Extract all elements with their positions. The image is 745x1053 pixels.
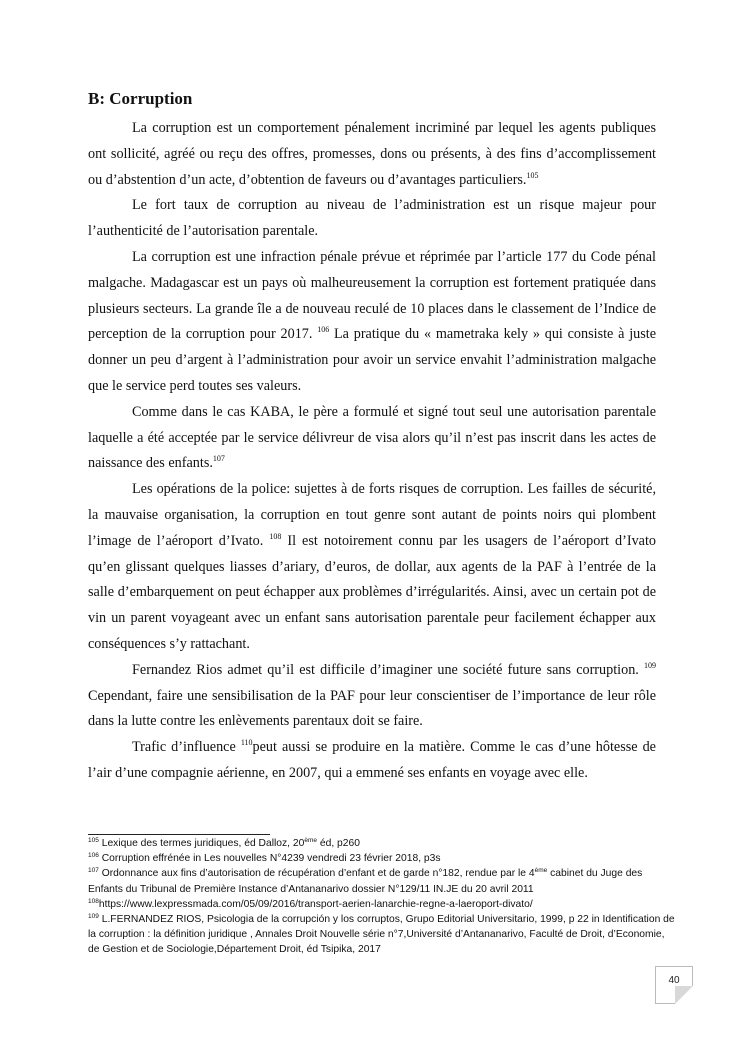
footnote — [88, 836, 678, 851]
text-run: https://www.lexpressmada.com/05/09/2016/transport-aerien-lanarchie-regne-a-laeroport-divato/ — [98, 898, 533, 910]
paragraph — [88, 245, 656, 400]
text-run: Corruption effrénée in Les nouvelles N°4239 vendredi 23 février 2018, p3s — [98, 853, 441, 865]
section-heading: B: Corruption — [88, 89, 193, 108]
footnote-ref: ème — [304, 837, 317, 844]
text-run: L.FERNANDEZ RIOS, Psicologia de la corrupción y los corruptos, Grupo Editorial Universitario, 1999, p 22 in Identification de la corruption : la définition juridique , Annales Droit Nouvelle série n°7,Université d’Antananarivo, Faculté de Droit, d’Economie, de Gestion et de Sociologie,Département Droit, éd Tsipika, 2017 — [88, 914, 675, 956]
footnote-ref: 107 — [212, 454, 225, 464]
text-run: La corruption est un comportement pénalement incriminé par lequel les agents publiques ont sollicité, agréé ou reçu des offres, promesses, dons ou présents, à des fins d’accomplissement ou d’abstention d’un acte, d’obtention de faveurs ou d’avantages particuliers. — [88, 120, 656, 188]
text-run: Trafic d’influence — [132, 739, 241, 756]
text-run: Le fort taux de corruption au niveau de l’administration est un risque majeur pour l’authenticité de l’autorisation parentale. — [88, 197, 656, 240]
text-run: Comme dans le cas KABA, le père a formulé et signé tout seul une autorisation parentale laquelle a été acceptée par le service délivreur de visa alors qu’il n’est pas inscrit dans les actes de naissance des enfants. — [88, 403, 656, 472]
footnote-ref: ème — [534, 867, 548, 875]
footnote-ref: 106 — [317, 325, 330, 335]
paragraph — [88, 193, 656, 245]
text-run: Ordonnance aux fins d’autorisation de récupération d’enfant et de garde n°182, rendue par le 4 — [98, 868, 535, 880]
footnote-ref: 106 — [88, 852, 99, 860]
footnote-ref: 108 — [88, 897, 99, 905]
text-run: peut aussi se produire en la matière. Comme le cas d’une hôtesse de l’air d’une compagnie aérienne, en 2007, qui a emmené ses enfants en voyage avec elle. — [88, 739, 656, 781]
footnote-ref: 109 — [88, 913, 99, 921]
text-run: La corruption est une infraction pénale prévue et réprimée par l’article 177 du Code pénal malgache. Madagascar est un pays où malheureusement la corruption est fortement pratiquée dans plusieurs secteurs. La grande île a de nouveau reculé de 10 places dans le classement de l’Indice de perception de la corruption pour 2017. — [88, 248, 656, 343]
body-text — [88, 116, 656, 787]
text-run: Fernandez Rios admet qu’il est difficile d’imaginer une société future sans corruption. — [132, 661, 644, 678]
footnote — [88, 866, 678, 896]
paragraph — [88, 658, 656, 735]
paragraph — [88, 735, 656, 787]
text-run: Lexique des termes juridiques, éd Dalloz, 20 — [98, 838, 305, 849]
footnote-ref: 107 — [88, 867, 99, 875]
footnote-ref: 110 — [240, 738, 253, 748]
paragraph — [88, 400, 656, 477]
page-number-box — [655, 966, 693, 1004]
footnote — [88, 912, 678, 958]
paragraph — [88, 116, 656, 193]
text-run: éd, p260 — [317, 838, 360, 849]
text-run: cabinet du Juge des Enfants du Tribunal de Première Instance d’Antananarivo dossier N°129/11 IN.JE du 20 avril 2011 — [88, 868, 643, 895]
footnote-ref: 105 — [88, 837, 99, 844]
paragraph — [88, 477, 656, 658]
footnotes — [88, 836, 678, 958]
text-run: La pratique du « mametraka kely » qui consiste à juste donner un peu d’argent à l’administration pour avoir un service envahit l’administration malgache que le service perd toutes ses valeurs. — [88, 326, 656, 394]
footnote-separator — [88, 834, 270, 835]
footnote-ref: 105 — [526, 170, 539, 180]
page-number: 40 — [668, 975, 680, 986]
page-curl-decoration — [675, 986, 693, 1004]
footnote-ref: 108 — [269, 531, 282, 541]
footnote-ref: 109 — [644, 660, 656, 670]
footnote — [88, 851, 678, 866]
text-run: Cependant, faire une sensibilisation de la PAF pour leur conscientiser de l’importance de leur rôle dans la lutte contre les enlèvements parentaux doit se faire. — [88, 687, 656, 730]
footnote — [88, 897, 678, 912]
text-run: Les opérations de la police: sujettes à de forts risques de corruption. Les failles de sécurité, la mauvaise organisation, la corruption en tout genre sont autant de points noirs qui plombent l’image de l’aéroport d’Ivato. — [88, 481, 656, 549]
text-run: Il est notoirement connu par les usagers de l’aéroport d’Ivato qu’en glissant quelques liasses d’ariary, d’euros, de dollar, aux agents de la PAF à l’entrée de la salle d’embarquement on peut échapper aux problèmes d’irrégularités. Ainsi, avec un certain pot de vin un parent voyageant avec un enfant sans autorisation parentale peur facilement échapper aux conséquences s’y rattachant. — [88, 532, 657, 652]
